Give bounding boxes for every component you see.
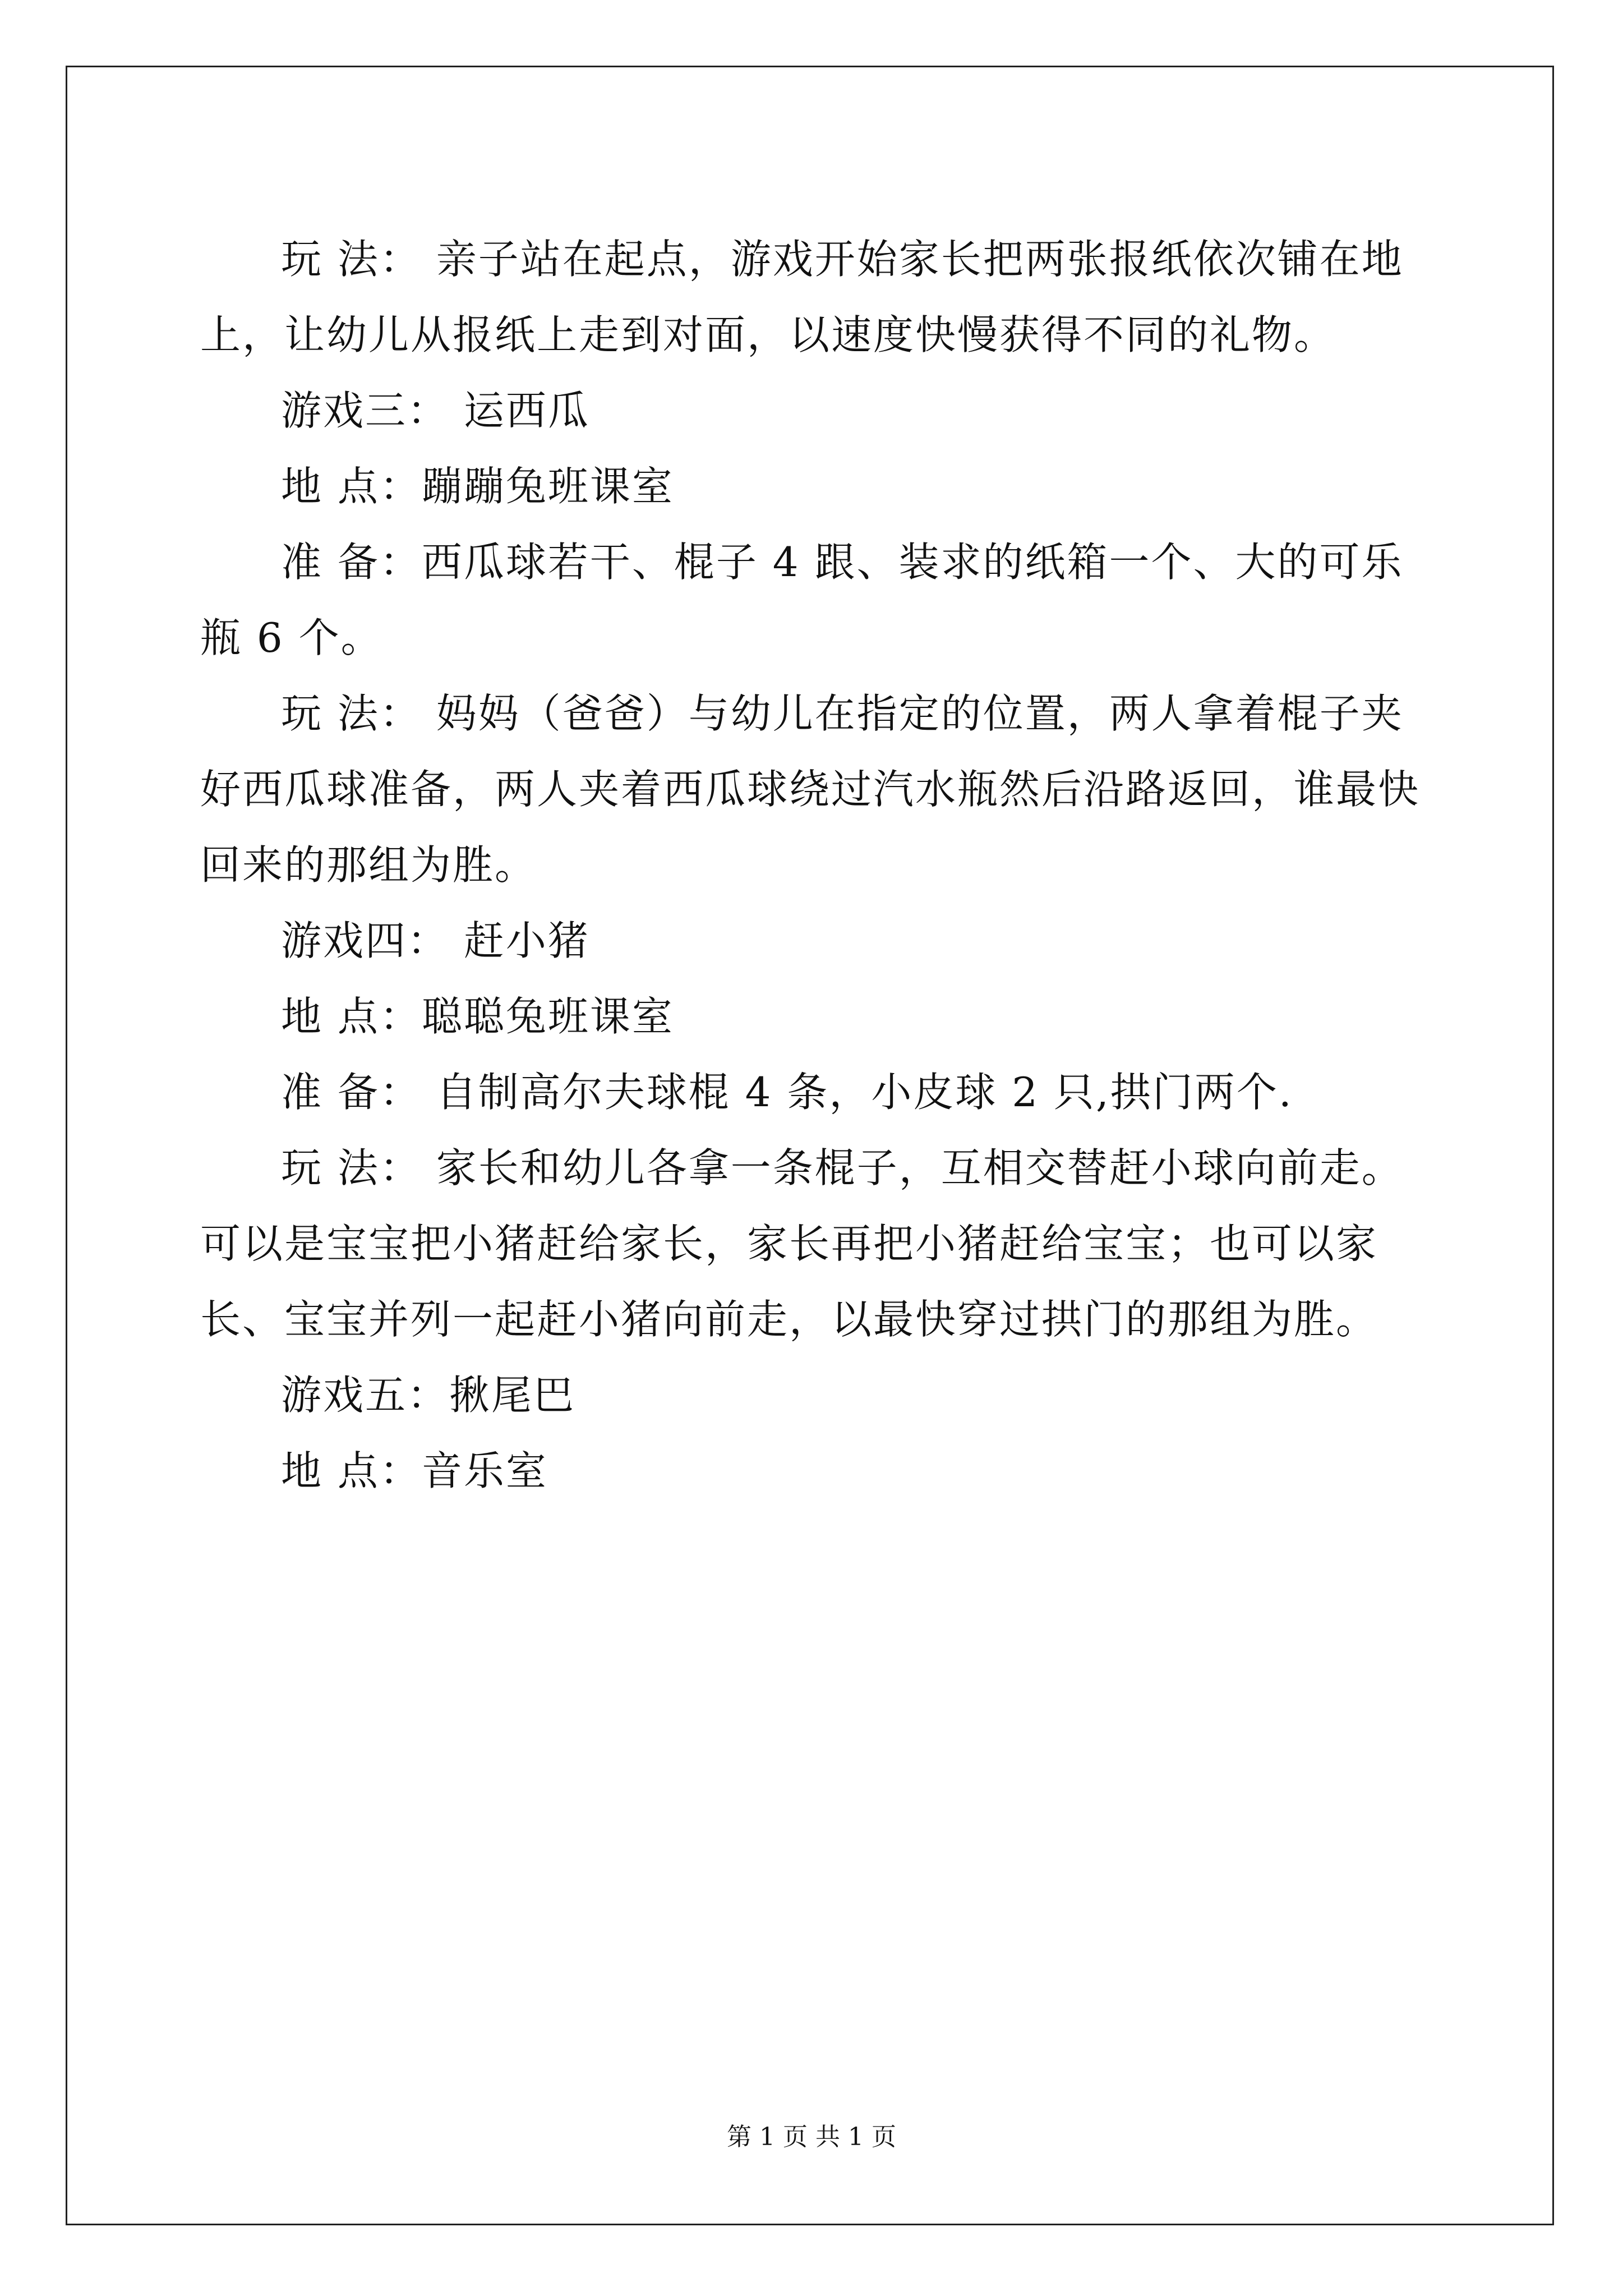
paragraph-location-4: 地 点：聪聪兔班课室 (281, 993, 674, 1040)
paragraph-location-3: 地 点：蹦蹦兔班课室 (281, 463, 674, 510)
heading-game-four: 游戏四： 赶小猪 (281, 917, 590, 964)
paragraph-play-4: 玩 法： 家长和幼儿各拿一条棍子，互相交替赶小球向前走。可以是宝宝把小猪赶给家长，家长再把小猪赶给宝宝；也可以家长、宝宝并列一起赶小猪向前走，以最快穿过拱门的那组为胜。 (200, 1144, 1404, 1343)
document-body (200, 222, 1434, 1509)
paragraph-play-newspaper: 玩 法： 亲子站在起点，游戏开始家长把两张报纸依次铺在地上，让幼儿从报纸上走到对面，以速度快慢获得不同的礼物。 (200, 236, 1404, 358)
heading-game-three: 游戏三： 运西瓜 (281, 387, 590, 434)
paragraph-location-5: 地 点：音乐室 (281, 1447, 548, 1494)
paragraph-prepare-4: 准 备： 自制高尔夫球棍 4 条，小皮球 2 只,拱门两个. (281, 1069, 1293, 1116)
paragraph-prepare-3: 准 备：西瓜球若干、棍子 4 跟、装求的纸箱一个、大的可乐瓶 6 个。 (200, 539, 1404, 661)
paragraph-play-3: 玩 法： 妈妈（爸爸）与幼儿在指定的位置，两人拿着棍子夹好西瓜球准备，两人夹着西瓜球绕过汽水瓶然后沿路返回，谁最快回来的那组为胜。 (200, 690, 1421, 889)
page-number-footer: 第 1 页 共 1 页 (727, 2123, 896, 2151)
heading-game-five: 游戏五：揪尾巴 (281, 1372, 576, 1419)
